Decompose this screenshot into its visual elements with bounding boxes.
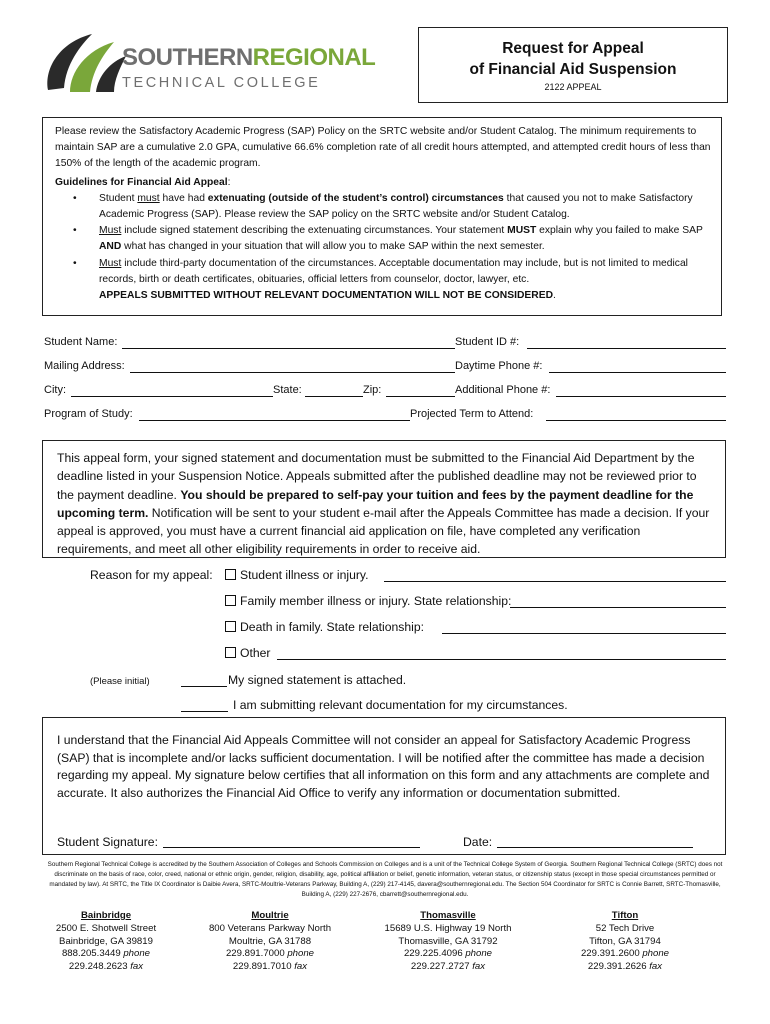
reason-family-illness[interactable]: Family member illness or injury. State relationship: (225, 594, 511, 608)
reason-student-illness-line[interactable] (384, 581, 726, 582)
logo-subtitle: TECHNICAL COLLEGE (122, 75, 321, 91)
initial-statement-field[interactable] (181, 686, 227, 687)
program-field[interactable] (139, 420, 410, 421)
mailing-address-field[interactable] (130, 372, 455, 373)
student-name-field[interactable] (122, 348, 455, 349)
campus-thomasville: Thomasville 15689 U.S. Highway 19 North Thomasville, GA 31792 229.225.4096 phone 229.227.2727 fax (384, 910, 512, 973)
campus-moultrie: Moultrie 800 Veterans Parkway North Moultrie, GA 31788 229.891.7000 phone 229.891.7010 fax (208, 910, 332, 973)
form-code: 2122 APPEAL (544, 82, 602, 92)
zip-field[interactable] (386, 396, 455, 397)
guidelines-list (55, 191, 711, 304)
projected-term-label: Projected Term to Attend: (410, 408, 534, 420)
daytime-phone-label: Daytime Phone #: (455, 360, 543, 372)
accreditation-statement: Southern Regional Technical College is accredited by the Southern Association of Colleges and Schools Commission on Colleges and is a unit of the Technical College System of Georgia. Southern Regional Technical College (SRTC) does not discriminate on the basis of race, color, creed, national or ethnic origin, gender, religion, disability, age, political affiliation or belief, genetic information, veteran status, or citizenship status (except in those special circumstances permitted or mandated by law). At SRTC, the Title IX Coordinator is Daibie Avera, SRTC-Moultrie-Veterans Parkway, Building A, (229) 217-4145, davera@southernregional.edu. The Section 504 Coordinator for SRTC is Connie Barrett, SRTC-Thomasville, Building A, (229) 227-2676, cbarrett@southernregional.edu. (47, 861, 723, 898)
guidelines-box (42, 117, 722, 316)
date-field[interactable] (497, 847, 693, 848)
initial-statement-text: My signed statement is attached. (228, 673, 407, 687)
additional-phone-label: Additional Phone #: (455, 384, 551, 396)
campus-tifton: Tifton 52 Tech Drive Tifton, GA 31794 229.391.2600 phone 229.391.2626 fax (580, 910, 670, 973)
certification-text: I understand that the Financial Aid Appeals Committee will not consider an appeal for Satisfactory Academic Progress (SAP) that is incomplete and/or lacks sufficient documentation. I will be notified after the committee has made a decision regarding my appeal. My signature below certifies that all information on this form and any attachments are complete and accurate. It also authorizes the Financial Aid Office to verify any information or documentation submitted. (57, 733, 710, 800)
reason-other[interactable]: Other (225, 646, 270, 660)
program-label: Program of Study: (44, 408, 133, 420)
student-id-field[interactable] (527, 348, 726, 349)
mailing-address-label: Mailing Address: (44, 360, 125, 372)
zip-label: Zip: (363, 384, 382, 396)
state-label: State: (273, 384, 302, 396)
guideline-2: • Must include signed statement describing the extenuating circumstances. Your statement MUST explain why you failed to make SAP AND what has changed in your situation that will allow you to make SAP within the next semester. (99, 223, 711, 255)
student-name-label: Student Name: (44, 336, 118, 348)
death-relationship-field[interactable] (442, 633, 726, 634)
guideline-1: • Student must have had extenuating (outside of the student’s control) circumstances that caused you not to make Satisfactory Academic Progress (SAP). Please review the SAP policy on the SRTC website and/or Student Catalog. (99, 191, 711, 223)
signature-label: Student Signature: (57, 835, 158, 849)
checkbox-icon[interactable] (225, 621, 236, 632)
notice-box (42, 440, 726, 558)
notice-text: This appeal form, your signed statement and documentation must be submitted to the Financial Aid Department by the deadline listed in your Suspension Notice. Appeals submitted after the published deadline may not be reviewed prior to the payment deadline. You should be prepared to self-pay your tuition and fees by the payment deadline for the upcoming term. Notification will be sent to your student e-mail after the Appeals Committee has made a decision. If your appeal is approved, you must have a current financial aid application on file, have completed any verification requirements, and meet all other eligibility requirements in order to receive aid. (57, 451, 710, 557)
family-relationship-field[interactable] (510, 607, 726, 608)
projected-term-field[interactable] (546, 420, 726, 421)
campus-bainbridge: Bainbridge 2500 E. Shotwell Street Bainbridge, GA 39819 888.205.3449 phone 229.248.2623 fax (55, 910, 157, 973)
city-label: City: (44, 384, 66, 396)
student-id-label: Student ID #: (455, 336, 520, 348)
logo-wordmark: SOUTHERNREGIONAL (122, 44, 376, 71)
guideline-3: • Must include third-party documentation of the circumstances. Acceptable documentation may include, but is not limited to medical records, birth or death certificates, obituaries, official letters from counselor, doctor, lawyer, etc. APPEALS SUBMITTED WITHOUT RELEVANT DOCUMENTATION WILL NOT BE CONSIDERED. (99, 256, 711, 305)
state-field[interactable] (305, 396, 363, 397)
initial-documentation-field[interactable] (181, 711, 228, 712)
signature-field[interactable] (163, 847, 420, 848)
initial-label: (Please initial) (90, 676, 150, 687)
checkbox-icon[interactable] (225, 595, 236, 606)
checkbox-icon[interactable] (225, 569, 236, 580)
reason-label: Reason for my appeal: (90, 568, 213, 582)
additional-phone-field[interactable] (556, 396, 726, 397)
title-box (418, 27, 728, 103)
checkbox-icon[interactable] (225, 647, 236, 658)
form-title: Request for Appeal of Financial Aid Suspension (469, 40, 677, 78)
city-field[interactable] (71, 396, 273, 397)
initial-documentation-text: I am submitting relevant documentation for my circumstances. (233, 698, 568, 712)
reason-death-family[interactable]: Death in family. State relationship: (225, 620, 424, 634)
date-label: Date: (463, 835, 493, 849)
daytime-phone-field[interactable] (549, 372, 726, 373)
reason-student-illness[interactable]: Student illness or injury. (225, 568, 368, 582)
reason-other-field[interactable] (277, 659, 726, 660)
guidelines-heading: Guidelines for Financial Aid Appeal: (55, 176, 231, 188)
sap-intro: Please review the Satisfactory Academic Progress (SAP) Policy on the SRTC website and/or Student Catalog. The minimum requirements to maintain SAP are a cumulative 2.0 GPA, cumulative 66.6% completion rate of all credit hours attempted, and attempted credit hours of less than 150% of the length of the academic program. (55, 126, 711, 170)
